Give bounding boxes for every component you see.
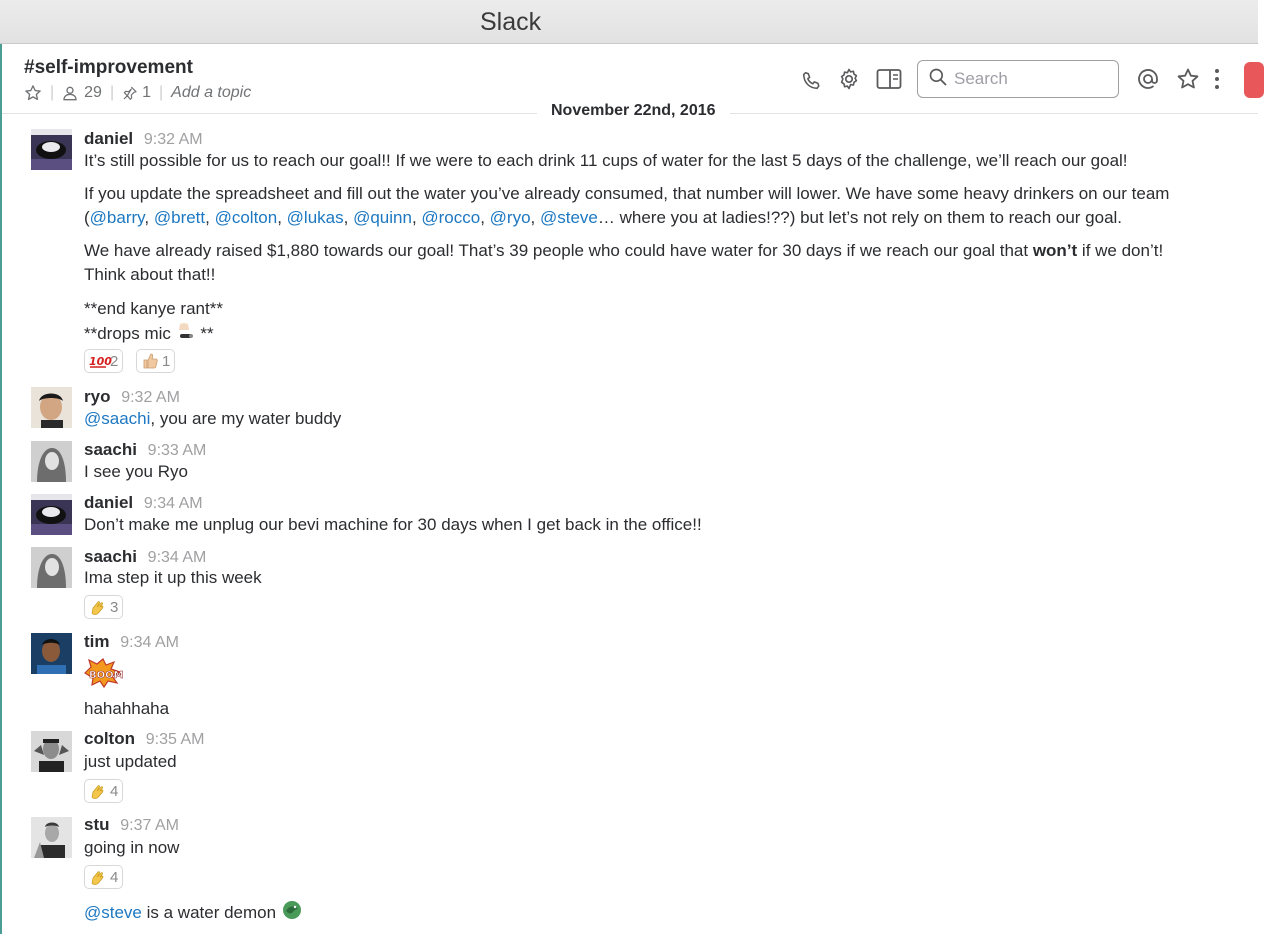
user-mention[interactable]: @lukas [286,208,344,227]
sticker-label: BOOM [89,670,124,681]
username[interactable]: saachi [84,440,137,459]
message-text: **end kanye rant** [84,299,223,318]
text-fragment: ** [195,323,214,343]
user-mention[interactable]: @saachi [84,409,151,428]
message-header [84,547,206,567]
text-fragment: … where you at ladies!??) but let’s not rely on them to reach our goal. [597,208,1123,227]
message-text: If you update the spreadsheet and fill out the water you’ve already consumed, that number will lower. We have some heavy drinkers on our team [84,184,1170,203]
text-fragment: , [205,208,215,227]
message-header [84,129,203,149]
thumbsup-icon [141,352,159,370]
text-fragment: , [480,208,490,227]
username[interactable]: daniel [84,493,134,512]
svg-text:100: 100 [89,355,112,368]
message-text: Don’t make me unplug our bevi machine for 30 days when I get back in the office!! [84,515,702,534]
user-mention[interactable]: @steve [540,208,598,227]
notification-tab[interactable] [1244,62,1264,98]
avatar[interactable] [31,547,72,588]
message-text: hahahhaha [84,699,170,718]
message-header [84,493,203,513]
at-mention-icon[interactable] [1134,64,1162,94]
text-fragment: , [530,208,540,227]
message-text [84,899,303,928]
text-fragment: **drops mic [84,323,176,343]
user-mention[interactable]: @quinn [353,208,412,227]
pin-count[interactable]: 1 [142,84,152,101]
mic-drop-icon [176,321,196,348]
reaction-count: 1 [162,352,171,370]
message-header [84,632,179,652]
text-fragment: is a water demon [141,902,281,922]
message-header [84,729,204,749]
divider: | [50,84,55,101]
boom-sticker-icon [82,658,124,693]
user-mention[interactable]: @steve [84,902,142,922]
timestamp[interactable]: 9:32 AM [143,131,203,148]
dragon-icon [281,899,303,928]
reaction-count: 4 [110,868,119,886]
message-text: going in now [84,838,180,857]
member-icon[interactable] [62,85,78,101]
timestamp[interactable]: 9:32 AM [121,389,180,406]
search-placeholder: Search [954,69,1008,88]
reaction-pill[interactable] [84,595,123,619]
avatar[interactable] [31,441,72,482]
text-fragment: , [277,208,287,227]
star-icon[interactable] [1174,64,1202,94]
phone-icon[interactable] [797,66,825,96]
user-mention[interactable]: @ryo [489,208,531,227]
user-mention[interactable]: @barry [89,208,145,227]
message-text: It’s still possible for us to reach our goal!! If we were to each drink 11 cups of water for the last 5 days of the challenge, we’ll reach our goal! [84,151,1128,170]
add-topic-link[interactable]: Add a topic [171,84,252,101]
text-fragment: , [343,208,354,227]
message-text [84,407,341,431]
avatar[interactable] [31,817,72,858]
user-mention[interactable]: @rocco [421,208,481,227]
message-header [84,815,179,835]
clap-icon [89,782,107,800]
message-text: I see you Ryo [84,462,188,481]
window-titlebar [0,0,1258,44]
message-list [0,115,1258,934]
reaction-count: 2 [110,352,119,370]
clap-icon [89,598,107,616]
search-icon [928,67,948,92]
timestamp[interactable]: 9:34 AM [147,549,207,566]
bold-text: won’t [1032,241,1078,260]
message-text [84,239,1163,263]
reaction-pill[interactable] [136,349,175,373]
member-count[interactable]: 29 [84,84,102,101]
username[interactable]: ryo [84,387,111,406]
user-mention[interactable]: @brett [153,208,206,227]
window-title: Slack [480,8,542,36]
reaction-count: 4 [110,782,119,800]
reaction-count: 3 [110,598,119,616]
message-header [84,440,206,460]
username[interactable]: colton [84,729,135,748]
message-text: Think about that!! [84,265,216,284]
text-fragment: , [144,208,154,227]
channel-star-icon[interactable] [24,84,42,102]
reaction-pill[interactable] [84,865,123,889]
timestamp[interactable]: 9:37 AM [120,817,179,834]
avatar[interactable] [31,633,72,674]
text-fragment: , you are my water buddy [150,409,342,428]
date-divider: November 22nd, 2016 [537,100,730,122]
username[interactable]: saachi [84,547,137,566]
reaction-pill[interactable] [84,779,123,803]
timestamp[interactable]: 9:35 AM [145,731,205,748]
100-icon [89,352,112,370]
avatar[interactable] [31,129,72,170]
message-text: Ima step it up this week [84,568,262,587]
channel-meta [24,84,251,102]
username[interactable]: daniel [84,129,134,148]
text-fragment: if we don’t! [1077,241,1164,260]
pin-icon[interactable] [122,85,138,101]
avatar[interactable] [31,494,72,535]
message-header [84,387,180,407]
reaction-pill[interactable] [84,349,123,373]
divider: | [109,84,115,101]
clap-icon [89,868,107,886]
timestamp[interactable]: 9:34 AM [120,634,179,651]
avatar[interactable] [31,387,72,428]
channel-name[interactable]: #self-improvement [24,57,193,78]
more-vert-icon[interactable] [1209,64,1225,94]
text-fragment: We have already raised $1,880 towards our goal! That’s 39 people who could have water for 30 days if we reach our goal that [84,241,1033,260]
divider: | [159,84,164,101]
username[interactable]: stu [84,815,110,834]
text-fragment: , [411,208,422,227]
message-text: just updated [84,752,177,771]
username[interactable]: tim [84,632,110,651]
message-text [84,206,1122,230]
gear-icon[interactable] [835,64,863,94]
search-input[interactable] [917,60,1119,98]
text-fragment: ( [84,208,90,227]
avatar[interactable] [31,731,72,772]
sidebar-toggle-icon[interactable] [875,64,903,94]
timestamp[interactable]: 9:34 AM [143,495,203,512]
timestamp[interactable]: 9:33 AM [147,442,207,459]
user-mention[interactable]: @colton [214,208,278,227]
message-text [84,321,214,348]
